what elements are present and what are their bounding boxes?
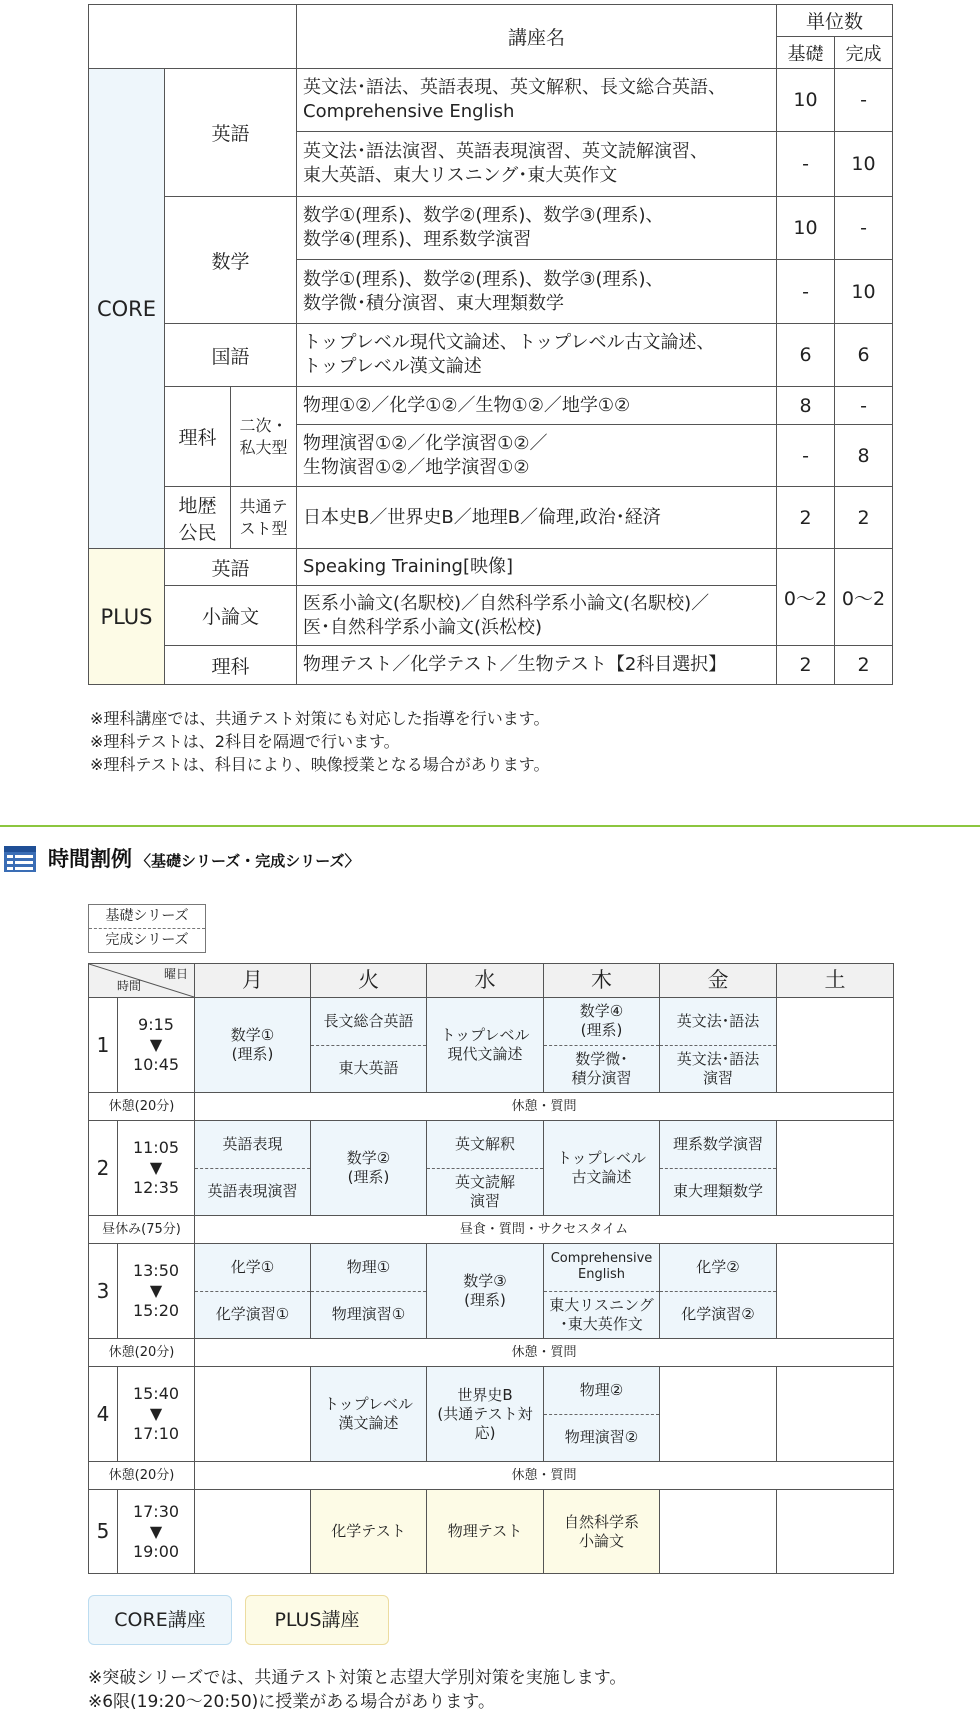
class-cell: 数学① (理系): [195, 998, 311, 1093]
header-units: 単位数: [777, 5, 893, 37]
plus-science-label: 理科: [165, 646, 297, 685]
note: ※理科講座では、共通テスト対策にも対応した指導を行います。: [90, 709, 550, 728]
break-text: 昼食・質問・サクセスタイム: [195, 1216, 894, 1244]
unit-complete: -: [835, 387, 893, 425]
course-name: 物理演習①②／化学演習①②／ 生物演習①②／地学演習①②: [297, 425, 777, 487]
class-cell: 数学④ (理系) 数学微･ 積分演習: [544, 998, 660, 1093]
class-cell: トップレベル 古文論述: [544, 1121, 660, 1216]
period-number: 3: [89, 1244, 118, 1339]
math-label: 数学: [165, 197, 297, 324]
english-label: 英語: [165, 69, 297, 197]
class-cell: トップレベル 現代文論述: [427, 998, 544, 1093]
series-complete-label: 完成シリーズ: [105, 932, 189, 948]
class-cell-empty: [660, 1490, 777, 1574]
course-name: 物理①②／化学①②／生物①②／地学①②: [297, 387, 777, 425]
unit-complete: 6: [835, 324, 893, 387]
period-time: 13:50 ▼ 15:20: [118, 1244, 195, 1339]
unit-complete: -: [835, 69, 893, 132]
course-name: 英文法･語法演習、英語表現演習、英文読解演習、 東大英語、東大リスニング･東大英作文: [297, 132, 777, 197]
class-cell: 英語表現 英語表現演習: [195, 1121, 311, 1216]
class-cell: 数学② (理系): [311, 1121, 427, 1216]
core-group-label: CORE: [89, 69, 165, 549]
class-cell: トップレベル 漢文論述: [311, 1367, 427, 1462]
period-time: 9:15 ▼ 10:45: [118, 998, 195, 1093]
unit-basic: 2: [777, 646, 835, 685]
class-cell-empty: [195, 1367, 311, 1462]
class-cell: 長文総合英語 東大英語: [311, 998, 427, 1093]
class-cell: 英文法･語法 英文法･語法 演習: [660, 998, 777, 1093]
unit-basic: -: [777, 260, 835, 324]
timetable-corner: 曜日 時間: [89, 964, 195, 998]
period-number: 5: [89, 1490, 118, 1574]
timetable-notes: [88, 1666, 626, 1714]
day-header: 水: [427, 964, 544, 998]
course-notes: [90, 707, 550, 776]
day-header: 火: [311, 964, 427, 998]
class-cell: 物理① 物理演習①: [311, 1244, 427, 1339]
class-cell: 数学③ (理系): [427, 1244, 544, 1339]
japanese-label: 国語: [165, 324, 297, 387]
unit-complete: 2: [835, 487, 893, 549]
legend-plus: PLUS講座: [245, 1595, 389, 1645]
social-type-label: 共通テ スト型: [231, 487, 297, 549]
series-basic-label: 基礎シリーズ: [89, 905, 205, 929]
plus-english-label: 英語: [165, 549, 297, 586]
note: ※理科テストは、2科目を隔週で行います。: [90, 732, 400, 751]
section-divider: [0, 825, 980, 827]
class-cell-empty: [777, 1121, 894, 1216]
class-cell: 自然科学系 小論文: [544, 1490, 660, 1574]
break-text: 休憩・質問: [195, 1093, 894, 1121]
plus-group-label: PLUS: [89, 549, 165, 685]
break-text: 休憩・質問: [195, 1462, 894, 1490]
unit-complete: 8: [835, 425, 893, 487]
unit-basic: 0〜2: [777, 549, 835, 646]
unit-basic: 8: [777, 387, 835, 425]
period-time: 15:40 ▼ 17:10: [118, 1367, 195, 1462]
class-cell: 理系数学演習 東大理類数学: [660, 1121, 777, 1216]
unit-complete: 0〜2: [835, 549, 893, 646]
unit-basic: 10: [777, 197, 835, 260]
unit-complete: 10: [835, 260, 893, 324]
course-name: 英文法･語法、英語表現、英文解釈、長文総合英語、 Comprehensive English: [297, 69, 777, 132]
note: ※6限(19:20〜20:50)に授業がある場合があります。: [88, 1692, 495, 1712]
class-cell: 化学① 化学演習①: [195, 1244, 311, 1339]
course-name: Speaking Training[映像]: [297, 549, 777, 586]
break-text: 休憩・質問: [195, 1339, 894, 1367]
period-time: 11:05 ▼ 12:35: [118, 1121, 195, 1216]
course-name: トップレベル現代文論述、トップレベル古文論述、 トップレベル漢文論述: [297, 324, 777, 387]
series-legend: [88, 904, 206, 953]
class-cell-empty: [777, 1244, 894, 1339]
unit-basic: -: [777, 132, 835, 197]
day-header: 土: [777, 964, 894, 998]
class-cell-empty: [195, 1490, 311, 1574]
plus-essay-label: 小論文: [165, 586, 297, 646]
unit-basic: 10: [777, 69, 835, 132]
class-cell-empty: [777, 1490, 894, 1574]
class-cell-empty: [777, 1367, 894, 1462]
unit-complete: -: [835, 197, 893, 260]
unit-basic: -: [777, 425, 835, 487]
period-number: 4: [89, 1367, 118, 1462]
header-complete: 完成: [835, 37, 893, 69]
class-cell: 英文解釈 英文読解 演習: [427, 1121, 544, 1216]
science-label: 理科: [165, 387, 231, 487]
header-course-name: 講座名: [297, 5, 777, 69]
break-label: 休憩(20分): [89, 1339, 195, 1367]
class-cell: 物理② 物理演習②: [544, 1367, 660, 1462]
day-header: 金: [660, 964, 777, 998]
course-name: 数学①(理系)、数学②(理系)、数学③(理系)、 数学微･積分演習、東大理類数学: [297, 260, 777, 324]
legend-core: CORE講座: [88, 1595, 232, 1645]
period-number: 2: [89, 1121, 118, 1216]
day-header: 月: [195, 964, 311, 998]
header-basic: 基礎: [777, 37, 835, 69]
class-cell: 世界史B (共通テスト対応): [427, 1367, 544, 1462]
course-name: 物理テスト／化学テスト／生物テスト【2科目選択】: [297, 646, 777, 685]
course-table: [88, 4, 893, 685]
unit-complete: 2: [835, 646, 893, 685]
class-cell-empty: [660, 1367, 777, 1462]
course-name: 医系小論文(名駅校)／自然科学系小論文(名駅校)／ 医･自然科学系小論文(浜松校): [297, 586, 777, 646]
class-cell: 化学テスト: [311, 1490, 427, 1574]
class-cell: 化学② 化学演習②: [660, 1244, 777, 1339]
course-name: 日本史B／世界史B／地理B／倫理,政治･経済: [297, 487, 777, 549]
day-header: 木: [544, 964, 660, 998]
course-name: 数学①(理系)、数学②(理系)、数学③(理系)、 数学④(理系)、理系数学演習: [297, 197, 777, 260]
break-label: 昼休み(75分): [89, 1216, 195, 1244]
class-cell: 物理テスト: [427, 1490, 544, 1574]
period-time: 17:30 ▼ 19:00: [118, 1490, 195, 1574]
break-label: 休憩(20分): [89, 1462, 195, 1490]
header-blank: [89, 5, 297, 69]
social-label: 地歴 公民: [165, 487, 231, 549]
break-label: 休憩(20分): [89, 1093, 195, 1121]
class-cell-empty: [777, 998, 894, 1093]
note: ※突破シリーズでは、共通テスト対策と志望大学別対策を実施します。: [88, 1668, 627, 1688]
timetable: [88, 963, 894, 1574]
timetable-icon: [3, 845, 37, 873]
class-cell: Comprehensive English 東大リスニング ･東大英作文: [544, 1244, 660, 1339]
period-number: 1: [89, 998, 118, 1093]
science-type-label: 二次・ 私大型: [231, 387, 297, 487]
unit-basic: 6: [777, 324, 835, 387]
unit-basic: 2: [777, 487, 835, 549]
note: ※理科テストは、科目により、映像授業となる場合があります。: [90, 755, 550, 774]
section-title: 時間割例 〈基礎シリーズ・完成シリーズ〉: [48, 847, 360, 871]
unit-complete: 10: [835, 132, 893, 197]
